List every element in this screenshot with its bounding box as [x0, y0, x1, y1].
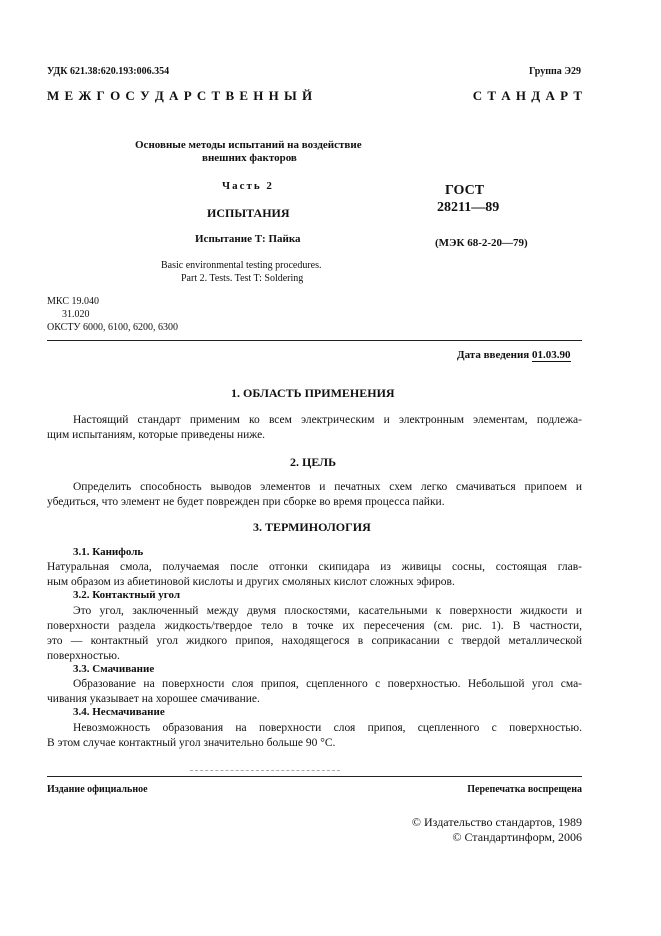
term-3-1-heading: 3.1. Канифоль — [73, 546, 144, 558]
term-3-4-text-2: В этом случае контактный угол значительно больше 90 °С. — [47, 737, 336, 749]
okstu-codes: ОКСТУ 6000, 6100, 6200, 6300 — [47, 322, 179, 333]
term-3-1-text-2: ным образом из абиетиновой кислоты и других смоляных кислот сложных эфиров. — [47, 576, 455, 588]
section-3-title: 3. ТЕРМИНОЛОГИЯ — [253, 520, 371, 534]
term-3-2-text-3: это — контактный угол жидкого припоя, находящегося в соприкасании с твердой металлической — [47, 635, 582, 647]
section-1-title: 1. ОБЛАСТЬ ПРИМЕНЕНИЯ — [231, 386, 395, 400]
group-code: Группа Э29 — [529, 66, 581, 77]
section-2-text-1: Определить способность выводов элементов и печатных схем легко смачиваться припоем и — [73, 481, 582, 493]
title-line-1: Основные методы испытаний на воздействие — [135, 139, 362, 151]
copyright-2: © Стандартинформ, 2006 — [452, 830, 582, 844]
term-3-1-text-1: Натуральная смола, получаемая после отгонки скипидара из живицы сосны, состоящая глав- — [47, 561, 582, 573]
section-2-title: 2. ЦЕЛЬ — [290, 455, 337, 469]
banner-right: С Т А Н Д А Р Т — [472, 88, 583, 103]
section-1-text-1: Настоящий стандарт применим ко всем электрическим и электронным элементам, подлежа- — [73, 414, 582, 426]
banner-left: М Е Ж Г О С У Д А Р С Т В Е Н Н Ы Й — [47, 88, 314, 103]
show-through-line — [190, 770, 340, 771]
mks-code-1: МКС 19.040 — [47, 296, 99, 307]
section-1-text-2: щим испытаниям, которые приведены ниже. — [47, 429, 266, 441]
intro-date-value: 01.03.90 — [532, 349, 571, 361]
intro-date — [457, 349, 571, 361]
iec-reference: (МЭК 68-2-20—79) — [435, 237, 528, 249]
term-3-2-text-4: поверхностью. — [47, 650, 120, 662]
term-3-4-heading: 3.4. Несмачивание — [73, 706, 165, 718]
gost-label: ГОСТ — [445, 183, 485, 198]
udk-code: УДК 621.38:620.193:006.354 — [47, 66, 170, 77]
section-2-text-2: убедиться, что элемент не будет поврежден при сборке во время процесса пайки. — [47, 496, 445, 508]
title-english-2: Part 2. Tests. Test T: Soldering — [181, 273, 304, 284]
gost-number: 28211—89 — [437, 200, 500, 215]
title-english-1: Basic environmental testing procedures. — [161, 260, 322, 271]
term-3-4-text-1: Невозможность образования на поверхности слоя припоя, сцепленного с поверхностью. — [73, 722, 582, 734]
footer-divider — [47, 776, 582, 777]
official-edition: Издание официальное — [47, 784, 148, 795]
term-3-2-text-2: поверхности раздела жидкость/твердое тело в точке их пересечения (см. рис. 1). В частности, — [47, 620, 582, 632]
term-3-3-text-1: Образование на поверхности слоя припоя, сцепленного с поверхностью. Небольшой угол сма- — [73, 678, 582, 690]
mks-code-2: 31.020 — [62, 309, 90, 320]
title-part: Часть 2 — [222, 180, 274, 192]
intro-date-label: Дата введения — [457, 349, 530, 361]
top-divider — [47, 340, 582, 341]
term-3-3-heading: 3.3. Смачивание — [73, 663, 155, 675]
term-3-2-text-1: Это угол, заключенный между двумя плоскостями, касательными к поверхности жидкости и — [73, 605, 582, 617]
title-tests: ИСПЫТАНИЯ — [207, 206, 290, 220]
title-test-t: Испытание Т: Пайка — [195, 233, 301, 245]
term-3-2-heading: 3.2. Контактный угол — [73, 589, 181, 601]
reprint-notice: Перепечатка воспрещена — [467, 784, 582, 795]
copyright-1: © Издательство стандартов, 1989 — [411, 815, 582, 829]
term-3-3-text-2: чивания указывает на хорошее смачивание. — [47, 693, 260, 705]
title-line-2: внешних факторов — [202, 152, 297, 164]
